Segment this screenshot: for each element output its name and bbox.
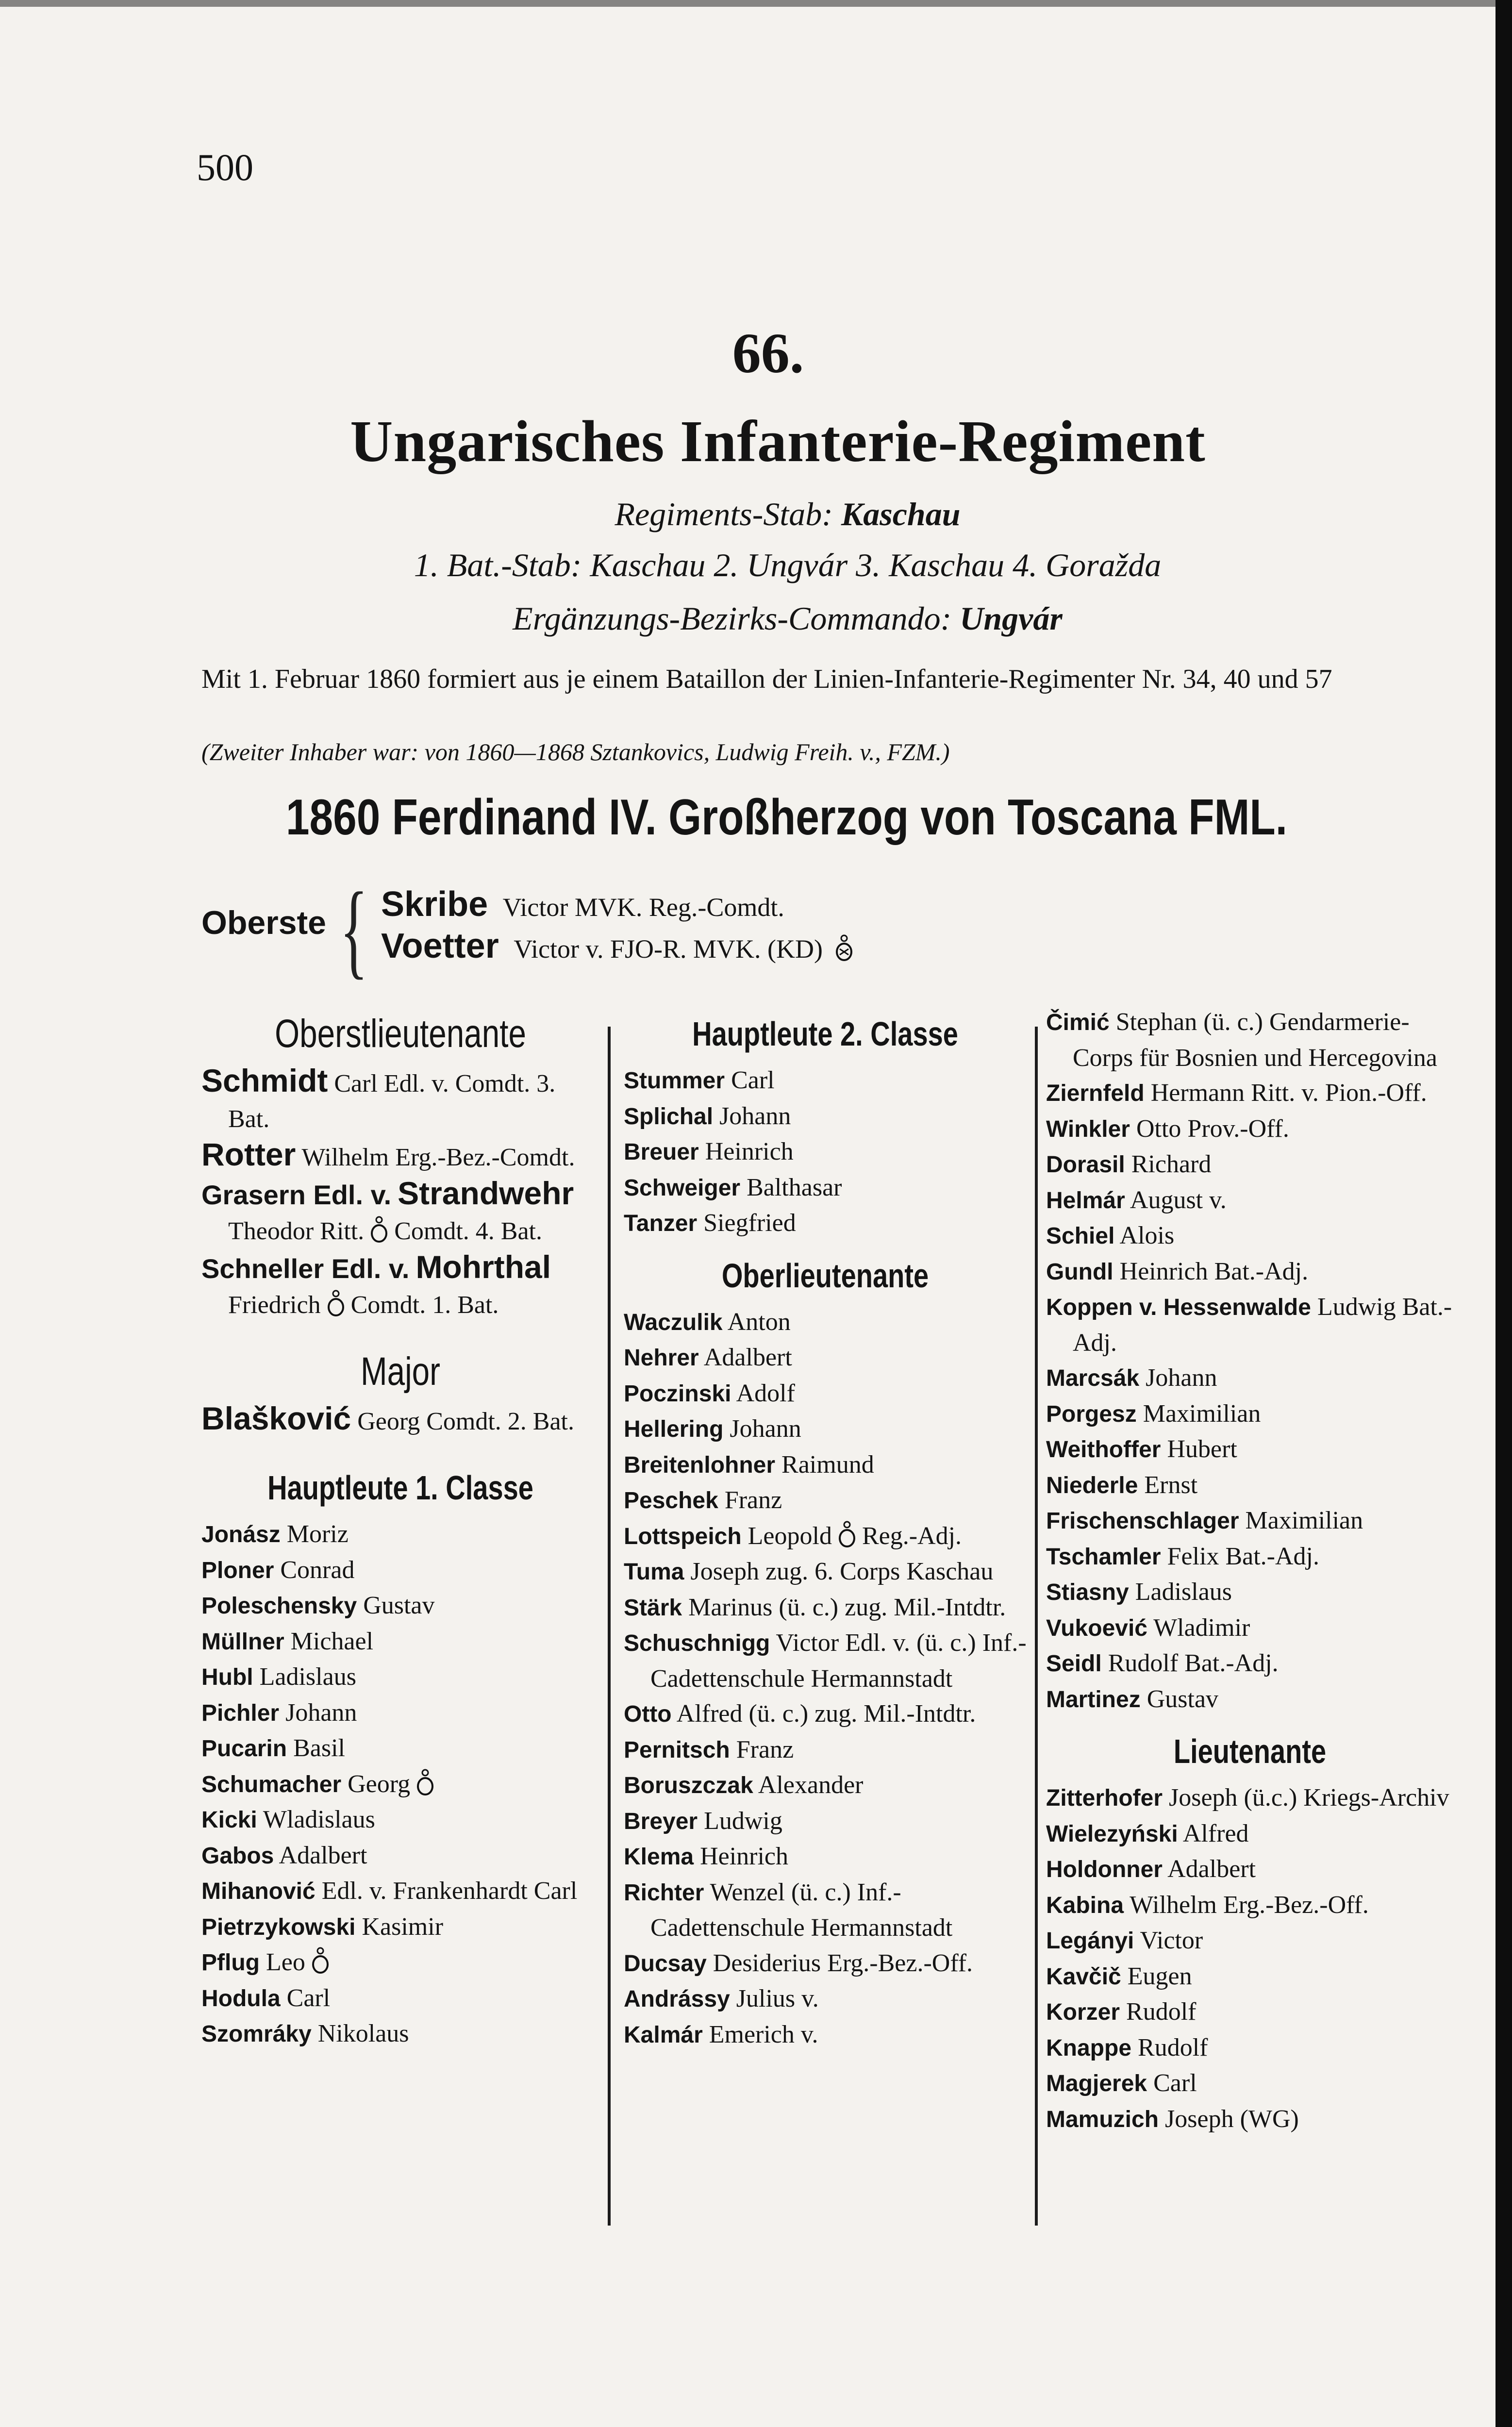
entry-details: Maximilian [1143, 1399, 1261, 1428]
oberlieutenant-entry [1046, 1468, 1454, 1504]
lieutenant-entry [1046, 2102, 1454, 2138]
hauptmann-entry [201, 1910, 599, 1945]
entry-details: Heinrich [700, 1843, 789, 1870]
entry-details: Marinus (ü. c.) zug. Mil.-Intdtr. [688, 1593, 1006, 1621]
oberlieutenant-entry [624, 1839, 1027, 1875]
entry-details: Franz [724, 1486, 782, 1514]
entry-details: Johann [1146, 1364, 1217, 1392]
entry-details: August v. [1130, 1186, 1227, 1214]
entry-details: Wenzel (ü. c.) Inf.-Cadettenschule Hermannstadt [650, 1878, 953, 1942]
entry-surname: Holdonner [1046, 1857, 1163, 1882]
decoration-icon [368, 1215, 390, 1244]
entry-details: Maximilian [1245, 1507, 1363, 1534]
entry-details: Leopold [748, 1522, 832, 1550]
entry-details: Joseph (ü.c.) Kriegs-Archiv [1169, 1784, 1449, 1812]
entry-surname: Klema [624, 1844, 694, 1870]
entry-details: Johann [285, 1698, 357, 1727]
entry-details: Rudolf Bat.-Adj. [1108, 1649, 1279, 1677]
entry-details: Basil [293, 1734, 345, 1762]
oberstlieutenant-entry [201, 1249, 599, 1323]
entry-surname: Seidl [1046, 1651, 1102, 1677]
entry-surname: Niederle [1046, 1472, 1138, 1498]
hauptmann-entry [201, 1981, 599, 2017]
hauptmann-entry [201, 1660, 599, 1696]
section-heading-oberstlieutenante: Oberstlieutenante [275, 1012, 526, 1056]
section-heading-lieutenante: Lieutenante [1173, 1732, 1327, 1770]
hauptmann-entry [201, 1588, 599, 1624]
entry-details: Wladislaus [263, 1806, 375, 1833]
entry-details: Eugen [1127, 1962, 1192, 1990]
entry-details: Theodor Ritt. [228, 1217, 365, 1245]
entry-details: Victor Edl. v. (ü. c.) Inf.-Cadettenschule Hermannstadt [650, 1629, 1027, 1693]
oberlieutenant-entry [624, 1447, 1027, 1483]
entry-details: Rudolf [1138, 2033, 1208, 2061]
entry-surname: Pernitsch [624, 1737, 730, 1763]
ergaenzung-line [0, 599, 1512, 638]
lieutenant-entry [1046, 1959, 1454, 1995]
entry-surname: Ploner [201, 1557, 274, 1583]
oberlieutenant-entry [1046, 1290, 1454, 1361]
column-left [201, 1005, 599, 2052]
entry-surname: Martinez [1046, 1686, 1141, 1712]
regiment-title: Ungarisches Infanterie-Regiment [350, 409, 1206, 474]
oberlieutenant-entry [624, 1554, 1027, 1590]
entry-details: Ladislaus [1135, 1578, 1232, 1606]
decoration-icon [414, 1768, 436, 1797]
oberlieutenant-entry [624, 1696, 1027, 1732]
hauptmann-entry [201, 1696, 599, 1731]
entry-details: Balthasar [747, 1173, 842, 1201]
entry-details: Gustav [1146, 1685, 1219, 1713]
inhaber-line: 1860 Ferdinand IV. Großherzog von Toscana FML. [285, 789, 1288, 846]
entry-surname: Kavčič [1046, 1963, 1121, 1990]
oberste-label: Oberste [201, 904, 326, 941]
oberlieutenant-entry [1046, 1503, 1454, 1539]
lieutenant-entry [1046, 1852, 1454, 1888]
regiment-number: 66. [732, 321, 804, 385]
hauptmann-entry [201, 1624, 599, 1660]
entry-details-cont: Reg.-Adj. [862, 1522, 962, 1550]
oberlieutenant-entry [1046, 1682, 1454, 1718]
entry-details: Carl [286, 1984, 331, 2012]
entry-details: Alfred [1182, 1819, 1249, 1847]
entry-details: Emerich v. [709, 2020, 818, 2048]
entry-surname: Stiasny [1046, 1579, 1129, 1605]
oberlieutenant-entry [624, 1768, 1027, 1804]
hauptmann-entry [201, 1802, 599, 1838]
oberlieutenant-entry [1046, 1396, 1454, 1432]
lieutenant-entry [1046, 2030, 1454, 2066]
entry-surname: Legányi [1046, 1928, 1134, 1954]
decoration-icon [833, 933, 855, 963]
entry-details: Hubert [1167, 1435, 1237, 1463]
entry-surname: Jonász [201, 1522, 281, 1547]
oberlieutenant-entry [1046, 1254, 1454, 1290]
entry-surname: Zitterhofer [1046, 1785, 1163, 1811]
entry-details: Wladimir [1153, 1613, 1250, 1642]
entry-details: Moriz [286, 1520, 349, 1548]
entry-surname: Ducsay [624, 1950, 707, 1977]
entry-surname: Kicki [201, 1807, 257, 1833]
section-heading-hauptleute-1: Hauptleute 1. Classe [267, 1469, 533, 1507]
entry-surname: Ziernfeld [1046, 1081, 1145, 1106]
oberlieutenant-entry [1046, 1432, 1454, 1468]
entry-surname: Schumacher [201, 1771, 342, 1797]
entry-details: Desiderius Erg.-Bez.-Off. [713, 1949, 973, 1977]
entry-surname: Poleschensky [201, 1593, 357, 1619]
oberlieutenant-entry [1046, 1076, 1454, 1112]
entry-surname: Gundl [1046, 1259, 1113, 1285]
entry-surname: Splichal [624, 1103, 714, 1130]
hauptmann-entry [624, 1134, 1027, 1170]
hauptmann-entry [201, 1874, 599, 1910]
entry-details: Ludwig Bat.-Adj. [1073, 1293, 1452, 1357]
entry-details: Edl. v. Frankenhardt Carl [321, 1877, 578, 1905]
oberlieutenant-entry [624, 1483, 1027, 1519]
entry-details: Joseph (WG) [1165, 2105, 1299, 2133]
entry-details: Carl Edl. v. Comdt. 3. Bat. [228, 1070, 556, 1133]
entry-details: Joseph zug. 6. Corps Kaschau [690, 1558, 994, 1585]
oberstlieutenant-entry [201, 1063, 599, 1137]
entry-details: Georg [348, 1770, 411, 1798]
oberst-details: Victor v. FJO-R. MVK. (KD) [514, 934, 823, 964]
hauptmann-entry [201, 1517, 599, 1553]
entry-surname: Gabos [201, 1843, 274, 1869]
entry-surname: Čimić [1046, 1010, 1110, 1035]
entry-details: Gustav [363, 1592, 435, 1619]
entry-details: Felix Bat.-Adj. [1167, 1542, 1319, 1570]
entry-surname: Breuer [624, 1139, 699, 1165]
entry-surname: Poczinski [624, 1380, 731, 1407]
entry-details: Johann [730, 1415, 801, 1443]
entry-details-cont: Comdt. 1. Bat. [350, 1291, 499, 1319]
scan-edge-top [0, 0, 1512, 7]
lieutenant-entry [1046, 1995, 1454, 2030]
oberst-details: Victor MVK. Reg.-Comdt. [502, 893, 784, 922]
oberlieutenant-entry [624, 1376, 1027, 1412]
entry-details: Alfred (ü. c.) zug. Mil.-Intdtr. [676, 1700, 976, 1728]
entry-surname: Schweiger [624, 1175, 741, 1201]
entry-surname: Waczulik [624, 1309, 723, 1335]
oberlieutenant-entry [624, 1804, 1027, 1840]
entry-surname: Winkler [1046, 1116, 1130, 1142]
ergaenzung-label: Ergänzungs-Bezirks-Commando: [513, 600, 952, 637]
entry-surname: Strandwehr [398, 1175, 574, 1211]
entry-details: Nikolaus [317, 2020, 409, 2047]
entry-surname: Pucarin [201, 1736, 287, 1762]
major-entry [201, 1401, 599, 1440]
regiments-stab-label: Regiments-Stab: [615, 496, 833, 532]
entry-details: Richard [1131, 1150, 1212, 1178]
entry-details: Leo [266, 1948, 305, 1976]
hauptmann-entry [201, 2016, 599, 2052]
entry-surname: Stummer [624, 1068, 725, 1094]
entry-details: Conrad [280, 1556, 355, 1584]
entry-surname: Marcsák [1046, 1365, 1140, 1391]
entry-surname: Mamuzich [1046, 2106, 1159, 2132]
entry-details: Kasimir [362, 1912, 444, 1941]
oberst-entry [381, 925, 859, 967]
entry-surname: Koppen v. Hessenwalde [1046, 1295, 1311, 1320]
page-number: 500 [197, 146, 253, 188]
section-heading-major: Major [360, 1349, 441, 1394]
entry-surname: Mihanović [201, 1878, 316, 1904]
oberlieutenant-entry [624, 1626, 1027, 1696]
regiments-stab-place: Kaschau [841, 496, 961, 532]
entry-surname: Wielezyński [1046, 1821, 1178, 1847]
entry-surname: Frischenschlager [1046, 1508, 1239, 1534]
hauptmann-entry [624, 1206, 1027, 1242]
oberlieutenant-entry [1046, 1539, 1454, 1575]
entry-details: Raimund [781, 1450, 874, 1479]
entry-surname: Rotter [201, 1136, 296, 1172]
hauptmann-entry [624, 1099, 1027, 1135]
entry-details: Georg Comdt. 2. Bat. [357, 1407, 574, 1435]
entry-details-cont: Comdt. 4. Bat. [394, 1217, 542, 1245]
entry-surname: Pietrzykowski [201, 1914, 356, 1940]
lieutenant-entry [1046, 1888, 1454, 1924]
entry-details: Otto Prov.-Off. [1136, 1114, 1289, 1143]
entry-details: Siegfried [703, 1209, 796, 1237]
oberlieutenant-entry [1046, 1005, 1454, 1076]
entry-surname: Schmidt [201, 1063, 328, 1098]
entry-surname: Stärk [624, 1595, 682, 1621]
entry-surname: Dorasil [1046, 1152, 1125, 1178]
entry-details: Adalbert [1167, 1855, 1256, 1883]
entry-surname: Hubl [201, 1664, 253, 1690]
hauptmann-entry [201, 1553, 599, 1589]
entry-details: Alexander [758, 1771, 864, 1799]
oberstlieutenant-entry [201, 1137, 599, 1176]
section-heading-hauptleute-2: Hauptleute 2. Classe [692, 1015, 958, 1053]
oberlieutenant-entry [1046, 1112, 1454, 1147]
regiments-stab-line [0, 495, 1512, 533]
entry-surname: Tuma [624, 1559, 684, 1585]
entry-details: Michael [290, 1627, 374, 1655]
oberst-surname: Skribe [381, 885, 488, 924]
entry-surname: Lottspeich [624, 1523, 742, 1549]
entry-surname: Hodula [201, 1985, 281, 2011]
decoration-icon [325, 1289, 347, 1318]
hauptmann-entry [201, 1767, 599, 1803]
entry-surname: Helmár [1046, 1187, 1125, 1214]
entry-surname: Hellering [624, 1416, 724, 1442]
entry-details: Heinrich Bat.-Adj. [1119, 1257, 1309, 1285]
entry-surname: Schuschnigg [624, 1630, 770, 1656]
oberlieutenant-entry [1046, 1611, 1454, 1646]
entry-surname: Peschek [624, 1488, 718, 1513]
column-rule-left [608, 1027, 611, 2226]
entry-details: Friedrich [228, 1291, 321, 1319]
ergaenzung-place: Ungvár [960, 600, 1063, 637]
column-rule-right [1035, 1027, 1038, 2226]
oberlieutenant-entry [1046, 1646, 1454, 1682]
oberlieutenant-entry [624, 1732, 1027, 1768]
entry-surname: Kalmár [624, 2022, 703, 2048]
lieutenant-entry [1046, 1816, 1454, 1852]
entry-details: Adolf [736, 1379, 795, 1407]
hauptmann-entry [201, 1945, 599, 1981]
entry-surname: Boruszczak [624, 1773, 753, 1798]
lieutenant-entry [1046, 1780, 1454, 1816]
entry-details: Adalbert [279, 1841, 367, 1869]
decoration-icon [836, 1520, 858, 1549]
oberlieutenant-entry [624, 1305, 1027, 1341]
entry-details: Stephan (ü. c.) Gendarmerie-Corps für Bosnien und Hercegovina [1073, 1008, 1437, 1072]
entry-surname: Kabina [1046, 1892, 1124, 1918]
entry-surname: Pichler [201, 1700, 280, 1726]
oberst-entry [381, 883, 859, 925]
lieutenant-entry [1046, 1923, 1454, 1959]
entry-prefix: Grasern Edl. v. [201, 1179, 392, 1210]
oberlieutenant-entry [1046, 1147, 1454, 1183]
hauptmann-entry [201, 1838, 599, 1874]
entry-details: Adalbert [703, 1344, 792, 1371]
entry-details: Rudolf [1126, 1998, 1196, 2026]
oberstlieutenant-entry [201, 1176, 599, 1249]
entry-prefix: Schneller Edl. v. [201, 1253, 410, 1284]
entry-details: Julius v. [736, 1985, 819, 2012]
column-right [1046, 1005, 1454, 2137]
oberlieutenant-entry [624, 1412, 1027, 1447]
entry-surname: Magjerek [1046, 2071, 1147, 2096]
entry-details: Heinrich [705, 1138, 794, 1165]
column-middle [624, 1005, 1027, 2053]
oberlieutenant-entry [624, 1590, 1027, 1626]
entry-surname: Blašković [201, 1400, 351, 1436]
section-heading-oberlieutenante: Oberlieutenante [721, 1256, 929, 1295]
entry-surname: Tschamler [1046, 1544, 1161, 1570]
oberlieutenant-entry [624, 1340, 1027, 1376]
entry-details: Victor [1140, 1927, 1203, 1954]
entry-surname: Andrássy [624, 1986, 730, 2012]
oberlieutenant-entry [624, 1875, 1027, 1946]
entry-details: Johann [719, 1102, 791, 1130]
hauptmann-entry [624, 1170, 1027, 1206]
oberlieutenant-entry [1046, 1218, 1454, 1254]
hauptmann-entry [201, 1731, 599, 1767]
entry-details: Franz [736, 1735, 794, 1763]
entry-details: Ladislaus [259, 1663, 356, 1691]
oberste-list [381, 883, 859, 967]
entry-surname: Weithoffer [1046, 1437, 1161, 1463]
entry-surname: Müllner [201, 1629, 284, 1655]
entry-surname: Schiel [1046, 1223, 1115, 1249]
entry-surname: Szomráky [201, 2021, 312, 2047]
oberst-surname: Voetter [381, 927, 499, 965]
entry-details: Alois [1119, 1222, 1175, 1249]
formation-note: Mit 1. Februar 1860 formiert aus je einem Bataillon der Linien-Infanterie-Regimenter Nr. 34, 40 und 57 [201, 664, 1332, 694]
entry-surname: Pflug [201, 1950, 260, 1976]
entry-surname: Otto [624, 1701, 672, 1727]
oberlieutenant-entry [1046, 1361, 1454, 1396]
oberlieutenant-entry [624, 2017, 1027, 2053]
entry-surname: Korzer [1046, 1999, 1120, 2025]
oberlieutenant-entry [1046, 1183, 1454, 1219]
entry-surname: Knappe [1046, 2035, 1132, 2061]
entry-surname: Vukoević [1046, 1615, 1147, 1641]
entry-details: Wilhelm Erg.-Bez.-Off. [1130, 1891, 1369, 1919]
entry-details: Anton [727, 1308, 791, 1336]
inhaber-history-note: (Zweiter Inhaber war: von 1860—1868 Sztankovics, Ludwig Freih. v., FZM.) [201, 738, 950, 765]
oberlieutenant-entry [1046, 1575, 1454, 1611]
oberlieutenant-entry [624, 1519, 1027, 1555]
entry-details: Wilhelm Erg.-Bez.-Comdt. [301, 1144, 575, 1171]
bataillon-stab-line: 1. Bat.-Stab: Kaschau 2. Ungvár 3. Kaschau 4. Goražda [414, 547, 1162, 583]
brace-symbol: { [340, 870, 368, 989]
entry-surname: Breitenlohner [624, 1452, 776, 1478]
lieutenant-entry [1046, 2066, 1454, 2102]
entry-surname: Porgesz [1046, 1401, 1137, 1427]
oberlieutenant-entry [624, 1981, 1027, 2017]
decoration-icon [309, 1946, 332, 1975]
entry-surname: Tanzer [624, 1211, 698, 1236]
hauptmann-entry [624, 1063, 1027, 1099]
entry-surname: Nehrer [624, 1345, 699, 1371]
entry-details: Hermann Ritt. v. Pion.-Off. [1150, 1079, 1427, 1107]
entry-surname: Breyer [624, 1808, 698, 1834]
entry-details: Ludwig [704, 1807, 782, 1835]
entry-surname: Richter [624, 1879, 704, 1906]
entry-surname: Mohrthal [415, 1248, 551, 1285]
entry-details: Carl [731, 1066, 775, 1094]
oberlieutenant-entry [624, 1946, 1027, 1982]
entry-details: Carl [1153, 2069, 1197, 2097]
entry-details: Ernst [1144, 1471, 1198, 1499]
